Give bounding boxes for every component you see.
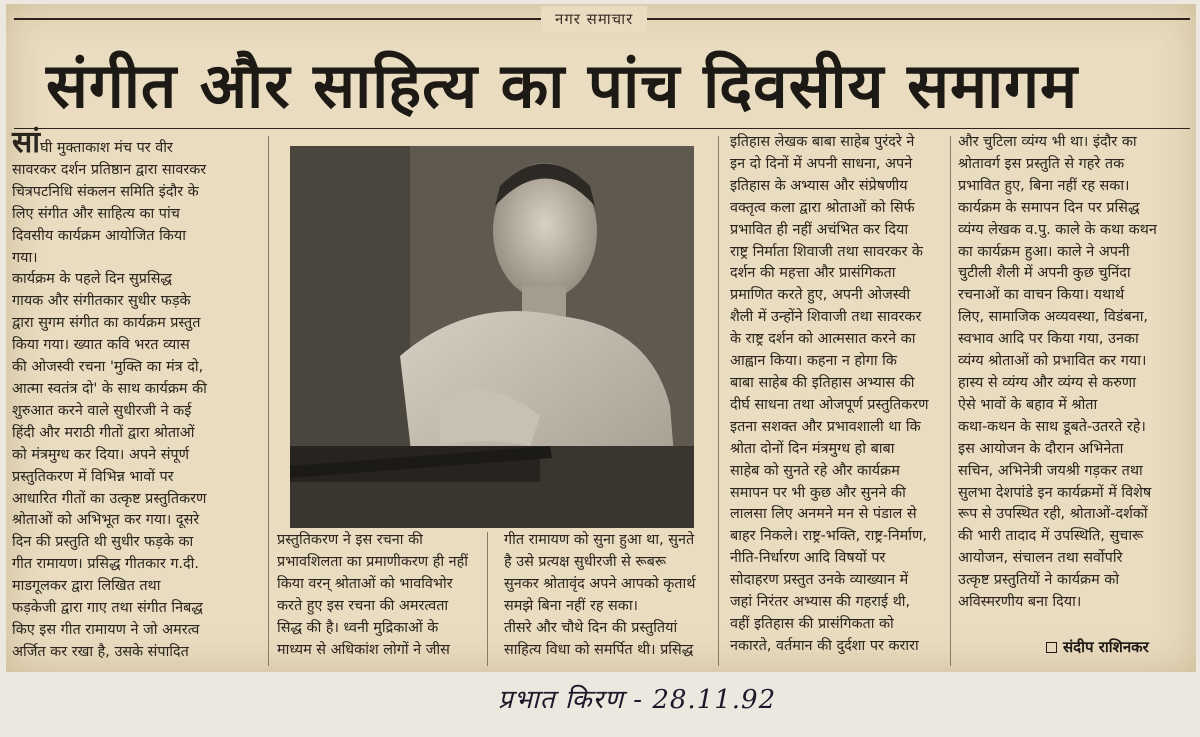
text-line: माडगूलकर द्वारा लिखित तथा <box>12 578 161 595</box>
text-line: वक्तृत्व कला द्वारा श्रोताओं को सिर्फ <box>730 199 915 216</box>
text-line: किया वरन् श्रोताओं को भावविभोर <box>277 575 453 592</box>
text-line: करते हुए इस रचना की अमरत्वता <box>277 597 449 614</box>
text-line: इस आयोजन के दौरान अभिनेता <box>958 440 1124 457</box>
text-line: कार्यक्रम के समापन दिन पर प्रसिद्ध <box>958 199 1140 216</box>
text-line: शैली में उन्होंने शिवाजी तथा सावरकर <box>730 309 922 326</box>
text-line: गायक और संगीतकार सुधीर फड़के <box>12 293 191 310</box>
dropcap: सां <box>12 125 41 160</box>
section-label: नगर समाचार <box>541 6 647 32</box>
text-line: दिवसीय कार्यक्रम आयोजित किया <box>12 227 186 244</box>
author-name: संदीप राशिनकर <box>1063 638 1149 656</box>
text-line: शुरुआत करने वाले सुधीरजी ने कई <box>12 402 192 419</box>
handwritten-source-note: प्रभात किरण - 28.11.92 <box>498 685 777 715</box>
text-line: श्रोतावर्ग इस प्रस्तुति से गहरे तक <box>958 155 1125 172</box>
text-line: प्रभावित हुए, बिना नहीं रह सका। <box>958 177 1130 194</box>
text-line: चुटीली शैली में अपनी कुछ चुनिंदा <box>958 265 1131 282</box>
text-line: स्वभाव आदि पर किया गया, उनका <box>958 331 1139 348</box>
text-line: प्रभावशिलता का प्रमाणीकरण ही नहीं <box>277 553 469 570</box>
text-line: दर्शन की महत्ता और प्रासंगिकता <box>730 265 896 282</box>
headline: संगीत और साहित्य का पांच दिवसीय समागम <box>46 49 1079 122</box>
text-line: वहीं इतिहास की प्रासंगिकता को <box>730 615 894 632</box>
text-line: कथा-कथन के साथ डूबते-उतरते रहे। <box>958 418 1146 435</box>
newspaper-clipping <box>6 4 1196 672</box>
text-line: प्रस्तुतिकरण ने इस रचना की <box>277 532 423 548</box>
text-line: सावरकर दर्शन प्रतिष्ठान द्वारा सावरकर <box>12 161 207 178</box>
text-line: चित्रपटनिधि संकलन समिति इंदौर के <box>12 183 199 200</box>
text-line: आह्वान किया। कहना न होगा कि <box>730 353 897 370</box>
photo-illustration <box>290 146 694 528</box>
text-line: आयोजन, संचालन तथा सर्वोपरि <box>958 550 1123 567</box>
column-1 <box>12 125 207 664</box>
text-line: है उसे प्रत्यक्ष सुधीरजी से रूबरू <box>504 553 667 570</box>
text-line: आत्मा स्वतंत्र दो' के साथ कार्यक्रम की <box>12 380 207 397</box>
text-line: साहित्य विधा को समर्पित थी। प्रसिद्ध <box>504 641 694 658</box>
text-line: किया गया। ख्यात कवि भरत व्यास <box>12 337 190 354</box>
text-line: श्रोताओं को अभिभूत कर गया। दूसरे <box>12 512 200 529</box>
col1-first-line: सांघी मुक्ताकाश मंच पर वीर <box>12 125 173 160</box>
text-line: प्रभावित ही नहीं अचंभित कर दिया <box>730 221 909 238</box>
text-line: गीत रामायण। प्रसिद्ध गीतकार ग.दी. <box>12 556 199 573</box>
text-line: व्यंग्य लेखक व.पु. काले के कथा कथन <box>958 221 1157 238</box>
text-line: दिन की प्रस्तुति थी सुधीर फड़के का <box>12 534 194 551</box>
author-byline <box>1046 637 1149 657</box>
text-line: लिए, सामाजिक अव्यवस्था, विडंबना, <box>958 309 1148 326</box>
text-line: इन दो दिनों में अपनी साधना, अपने <box>730 155 913 172</box>
column-4 <box>730 132 929 658</box>
text-line: द्वारा सुगम संगीत का कार्यक्रम प्रस्तुत <box>12 315 201 332</box>
text-line: दीर्घ साधना तथा ओजपूर्ण प्रस्तुतिकरण <box>730 396 929 413</box>
text-line: अर्जित कर रखा है, उसके संपादित <box>12 643 189 660</box>
text-line: आधारित गीतों का उत्कृष्ट प्रस्तुतिकरण <box>12 490 207 507</box>
text-line: साहेब को सुनते रहे और कार्यक्रम <box>730 462 900 479</box>
text-line: जहां निरंतर अभ्यास की गहराई थी, <box>730 594 911 611</box>
text-line: नीति-निर्धारण आदि विषयों पर <box>730 550 886 567</box>
text-line: बाबा साहेब की इतिहास अभ्यास की <box>730 374 915 391</box>
text-line: का कार्यक्रम हुआ। काले ने अपनी <box>958 243 1130 260</box>
column-divider <box>268 136 269 666</box>
text-line: उत्कृष्ट प्रस्तुतियों ने कार्यक्रम को <box>958 572 1120 589</box>
column-5 <box>958 132 1157 614</box>
column-3 <box>504 530 695 661</box>
text-line: सुलभा देशपांडे इन कार्यक्रमों में विशेष <box>958 484 1152 501</box>
text-line: समापन पर भी कुछ और सुनने की <box>730 484 906 501</box>
text-line: किए इस गीत रामायण ने जो अमरत्व <box>12 621 200 638</box>
text-line: फड़केजी द्वारा गाए तथा संगीत निबद्ध <box>12 600 203 617</box>
text-line: की ओजस्वी रचना 'मुक्ति का मंत्र दो, <box>12 359 204 376</box>
text-line: श्रोता दोनों दिन मंत्रमुग्ध हो बाबा <box>730 440 895 457</box>
text-line: कार्यक्रम के पहले दिन सुप्रसिद्ध <box>12 271 172 288</box>
text-line: को मंत्रमुग्ध कर दिया। अपने संपूर्ण <box>12 446 189 463</box>
text-line: माध्यम से अधिकांश लोगों ने जीस <box>277 641 450 658</box>
text-line: हास्य से व्यंग्य और व्यंग्य से करुणा <box>958 374 1136 391</box>
text-line: और चुटिला व्यंग्य भी था। इंदौर का <box>958 134 1137 150</box>
portrait-photo <box>290 146 694 528</box>
text-line: प्रस्तुतिकरण में विभिन्न भावों पर <box>12 468 174 485</box>
text-line: व्यंग्य श्रोताओं को प्रभावित कर गया। <box>958 353 1147 370</box>
text-line: लालसा लिए अनमने मन से पंडाल से <box>730 506 917 523</box>
text-line: रचनाओं का वाचन किया। यथार्थ <box>958 287 1125 304</box>
column-divider <box>950 136 951 666</box>
text-line: नकारते, वर्तमान की दुर्दशा पर करारा <box>730 637 919 654</box>
text-line: इतना सशक्त और प्रभावशाली था कि <box>730 418 921 435</box>
text-line: गीत रामायण को सुना हुआ था, सुनते <box>504 532 695 548</box>
text-line: सुनकर श्रोतावृंद अपने आपको कृतार्थ <box>504 575 696 592</box>
text-line: ऐसे भावों के बहाव में श्रोता <box>958 396 1098 413</box>
column-divider <box>487 532 488 666</box>
text-line: सिद्ध की है। ध्वनी मुद्रिकाओं के <box>277 619 439 636</box>
text-line: बाहर निकले। राष्ट्र-भक्ति, राष्ट्र-निर्माण, <box>730 528 927 545</box>
text-line: लिए संगीत और साहित्य का पांच <box>12 205 180 222</box>
text-line: इतिहास लेखक बाबा साहेब पुरंदरे ने <box>730 134 915 150</box>
column-2 <box>277 530 468 661</box>
column-divider <box>718 136 719 666</box>
text-line: समझे बिना नहीं रह सका। <box>504 597 639 614</box>
text-line: सोदाहरण प्रस्तुत उनके व्याख्यान में <box>730 572 909 589</box>
text-line: राष्ट्र निर्माता शिवाजी तथा सावरकर के <box>730 243 923 260</box>
text-line: सचिन, अभिनेत्री जयश्री गड़कर तथा <box>958 462 1143 479</box>
text-line: प्रमाणित करते हुए, अपनी ओजस्वी <box>730 287 911 304</box>
text-line: के राष्ट्र दर्शन को आत्मसात करने का <box>730 331 916 348</box>
text-line: तीसरे और चौथे दिन की प्रस्तुतियां <box>504 619 678 636</box>
text-line: गया। <box>12 249 38 266</box>
headline-rule <box>14 128 1190 129</box>
text-line: इतिहास के अभ्यास और संप्रेषणीय <box>730 177 908 194</box>
text-line: की भारी तादाद में उपस्थिति, सुचारू <box>958 528 1144 545</box>
byline-box-icon <box>1046 642 1057 653</box>
text-line: अविस्मरणीय बना दिया। <box>958 594 1082 611</box>
text-line: रूप से उपस्थित रही, श्रोताओं-दर्शकों <box>958 506 1148 523</box>
text-line: हिंदी और मराठी गीतों द्वारा श्रोताओं <box>12 424 195 441</box>
